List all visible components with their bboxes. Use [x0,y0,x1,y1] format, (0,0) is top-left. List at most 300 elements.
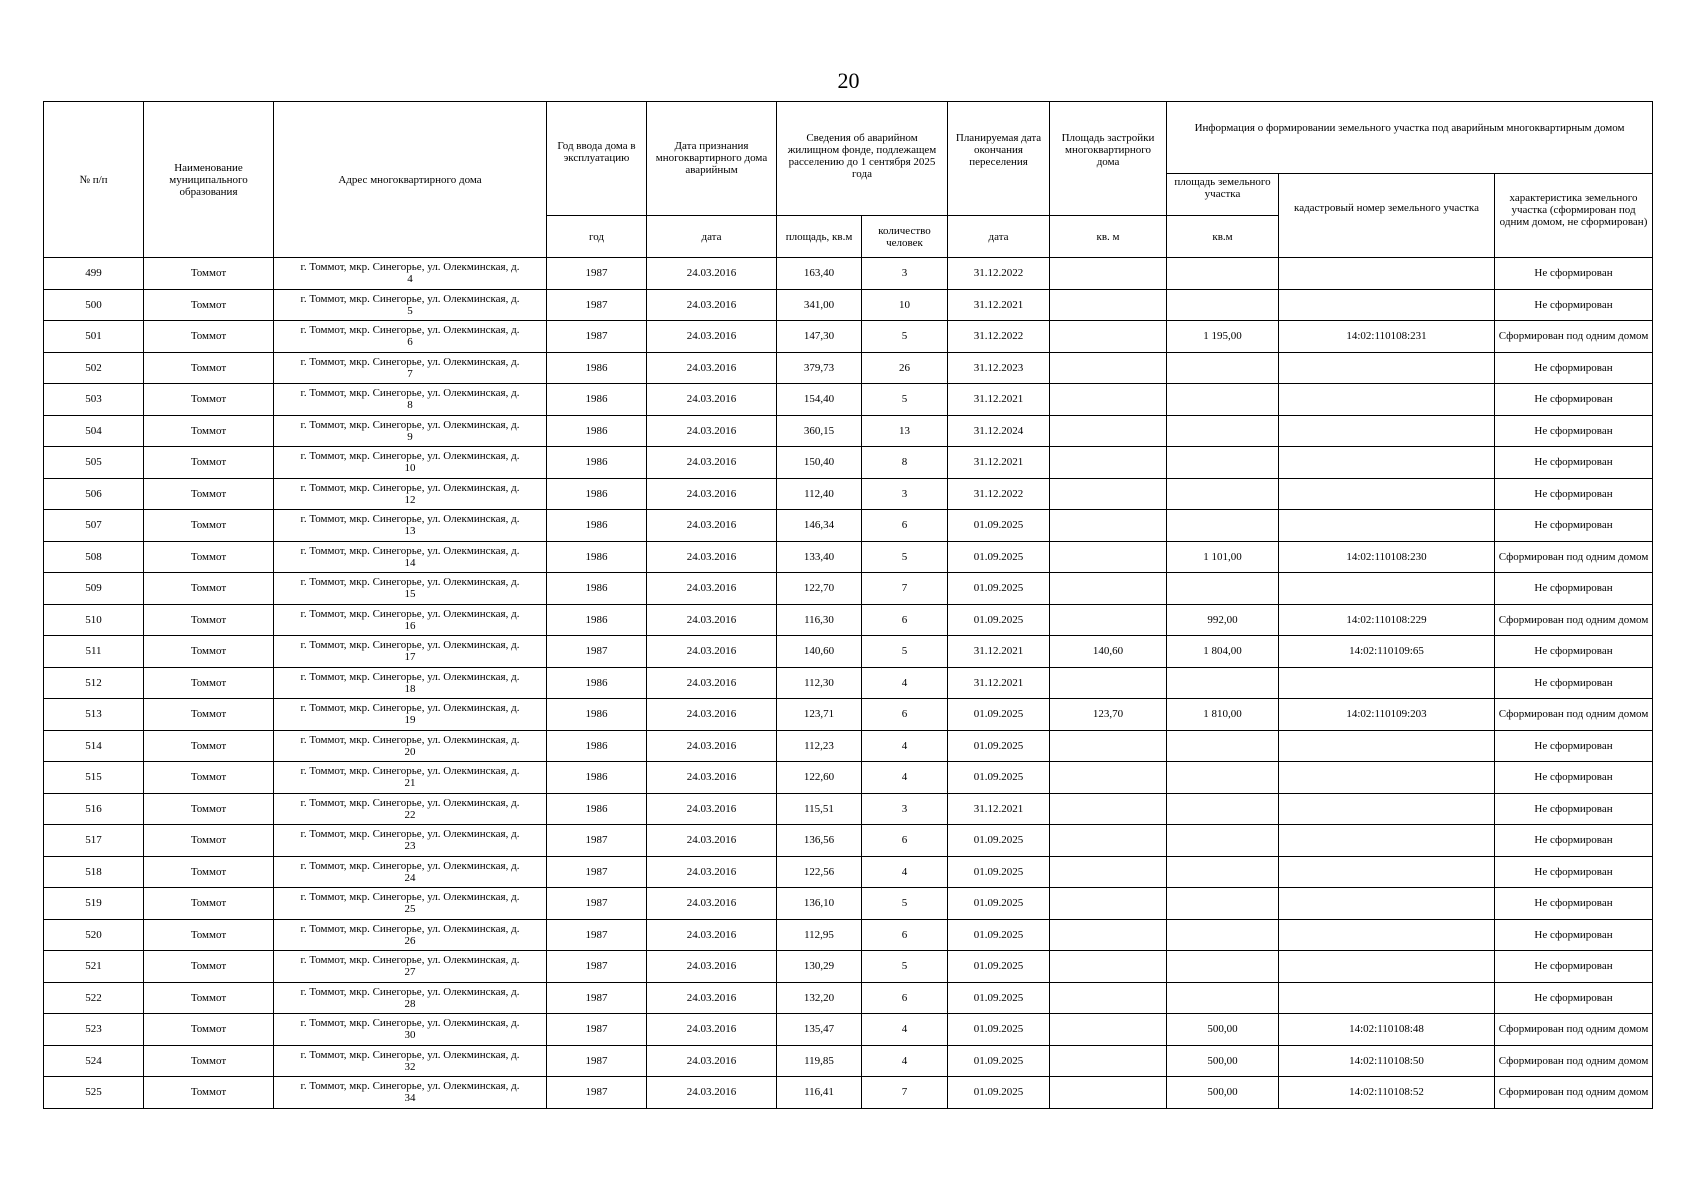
cell-address [274,1077,547,1109]
cell-planned-date: 01.09.2025 [948,919,1050,951]
house-number: 27 [404,966,416,979]
cell-address [274,510,547,542]
cell-address [274,384,547,416]
cell-year: 1987 [547,636,647,668]
table-row [44,321,1653,353]
cell-cadastral [1279,888,1495,920]
cell-year: 1986 [547,478,647,510]
cell-building-area [1050,604,1167,636]
header-land-char: характеристика земельного участка (сформирован под одним домом, не сформирован) [1495,174,1653,258]
cell-cadastral [1279,667,1495,699]
cell-cadastral: 14:02:110109:65 [1279,636,1495,668]
cell-year: 1986 [547,352,647,384]
cell-area: 379,73 [777,352,862,384]
cell-year: 1987 [547,982,647,1014]
cell-municipality: Томмот [144,541,274,573]
header-unit-date: дата [647,216,777,258]
cell-land-char: Не сформирован [1495,730,1653,762]
house-number: 20 [404,745,416,758]
cell-year: 1986 [547,667,647,699]
header-unit-area: площадь, кв.м [777,216,862,258]
cell-date: 24.03.2016 [647,384,777,416]
cell-year: 1986 [547,541,647,573]
table-row [44,258,1653,290]
cell-people: 10 [862,289,948,321]
address-line: г. Томмот, мкр. Синегорье, ул. Олекминская, д. [300,544,520,557]
cell-year: 1987 [547,321,647,353]
cell-cadastral [1279,856,1495,888]
cell-cadastral: 14:02:110108:48 [1279,1014,1495,1046]
cell-cadastral [1279,573,1495,605]
cell-municipality: Томмот [144,573,274,605]
cell-land-area [1167,730,1279,762]
cell-area: 360,15 [777,415,862,447]
table-row [44,982,1653,1014]
cell-land-char: Сформирован под одним домом [1495,699,1653,731]
cell-building-area [1050,1045,1167,1077]
cell-municipality: Томмот [144,793,274,825]
cell-area: 140,60 [777,636,862,668]
cell-land-char: Не сформирован [1495,258,1653,290]
house-number: 6 [407,336,413,349]
table-row [44,636,1653,668]
cell-municipality: Томмот [144,1014,274,1046]
cell-land-area: 1 195,00 [1167,321,1279,353]
cell-planned-date: 31.12.2021 [948,667,1050,699]
cell-num: 502 [44,352,144,384]
cell-year: 1987 [547,919,647,951]
cell-land-area [1167,573,1279,605]
cell-cadastral [1279,384,1495,416]
cell-people: 4 [862,667,948,699]
table-row [44,730,1653,762]
cell-area: 154,40 [777,384,862,416]
header-emergency-info: Сведения об аварийном жилищном фонде, подлежащем расселению до 1 сентября 2025 года [777,102,948,216]
cell-area: 341,00 [777,289,862,321]
cell-area: 119,85 [777,1045,862,1077]
cell-year: 1986 [547,573,647,605]
cell-land-area [1167,825,1279,857]
cell-planned-date: 01.09.2025 [948,510,1050,542]
address-line: г. Томмот, мкр. Синегорье, ул. Олекминская, д. [300,387,520,400]
table-row [44,352,1653,384]
cell-year: 1986 [547,762,647,794]
address-line: г. Томмот, мкр. Синегорье, ул. Олекминская, д. [300,450,520,463]
cell-year: 1986 [547,793,647,825]
cell-date: 24.03.2016 [647,352,777,384]
cell-address [274,604,547,636]
cell-num: 513 [44,699,144,731]
cell-land-area: 500,00 [1167,1077,1279,1109]
cell-municipality: Томмот [144,762,274,794]
table-row [44,1045,1653,1077]
cell-municipality: Томмот [144,667,274,699]
cell-land-area [1167,289,1279,321]
cell-area: 133,40 [777,541,862,573]
cell-building-area [1050,289,1167,321]
cell-planned-date: 01.09.2025 [948,1014,1050,1046]
cell-municipality: Томмот [144,478,274,510]
address-line: г. Томмот, мкр. Синегорье, ул. Олекминская, д. [300,670,520,683]
cell-planned-date: 31.12.2021 [948,289,1050,321]
cell-num: 509 [44,573,144,605]
table-row [44,919,1653,951]
table-row [44,510,1653,542]
cell-cadastral [1279,730,1495,762]
cell-building-area [1050,415,1167,447]
cell-building-area [1050,384,1167,416]
cell-land-char: Не сформирован [1495,856,1653,888]
cell-area: 147,30 [777,321,862,353]
cell-area: 150,40 [777,447,862,479]
cell-address [274,573,547,605]
cell-land-char: Сформирован под одним домом [1495,1014,1653,1046]
cell-date: 24.03.2016 [647,951,777,983]
house-number: 19 [404,714,416,727]
address-line: г. Томмот, мкр. Синегорье, ул. Олекминская, д. [300,954,520,967]
house-number: 34 [404,1092,416,1105]
cell-date: 24.03.2016 [647,636,777,668]
cell-people: 8 [862,447,948,479]
header-year: Год ввода дома в эксплуатацию [547,102,647,216]
table-row [44,793,1653,825]
cell-people: 4 [862,1014,948,1046]
cell-land-char: Не сформирован [1495,573,1653,605]
cell-address [274,888,547,920]
cell-land-area: 1 810,00 [1167,699,1279,731]
emergency-housing-table [43,101,1653,1109]
house-number: 24 [404,871,416,884]
cell-area: 122,60 [777,762,862,794]
house-number: 5 [407,304,413,317]
cell-people: 13 [862,415,948,447]
address-line: г. Томмот, мкр. Синегорье, ул. Олекминская, д. [300,639,520,652]
cell-area: 116,30 [777,604,862,636]
cell-building-area [1050,1077,1167,1109]
address-line: г. Томмот, мкр. Синегорье, ул. Олекминская, д. [300,261,520,274]
address-line: г. Томмот, мкр. Синегорье, ул. Олекминская, д. [300,481,520,494]
cell-address [274,1014,547,1046]
address-line: г. Томмот, мкр. Синегорье, ул. Олекминская, д. [300,922,520,935]
cell-planned-date: 01.09.2025 [948,951,1050,983]
cell-year: 1987 [547,856,647,888]
address-line: г. Томмот, мкр. Синегорье, ул. Олекминская, д. [300,796,520,809]
address-line: г. Томмот, мкр. Синегорье, ул. Олекминская, д. [300,891,520,904]
house-number: 16 [404,619,416,632]
cell-municipality: Томмот [144,982,274,1014]
cell-planned-date: 31.12.2021 [948,447,1050,479]
table-row [44,1014,1653,1046]
cell-land-area [1167,478,1279,510]
header-land-info: Информация о формировании земельного участка под аварийным многоквартирным домом [1167,102,1653,174]
cell-planned-date: 01.09.2025 [948,730,1050,762]
address-line: г. Томмот, мкр. Синегорье, ул. Олекминская, д. [300,324,520,337]
house-number: 25 [404,903,416,916]
cell-area: 163,40 [777,258,862,290]
cell-people: 6 [862,825,948,857]
cell-area: 122,56 [777,856,862,888]
address-line: г. Томмот, мкр. Синегорье, ул. Олекминская, д. [300,765,520,778]
cell-date: 24.03.2016 [647,510,777,542]
cell-num: 521 [44,951,144,983]
cell-area: 132,20 [777,982,862,1014]
cell-num: 510 [44,604,144,636]
header-unit-year: год [547,216,647,258]
cell-cadastral [1279,289,1495,321]
header-unit-date2: дата [948,216,1050,258]
table-row [44,447,1653,479]
cell-address [274,667,547,699]
house-number: 8 [407,399,413,412]
cell-address [274,478,547,510]
cell-land-area [1167,762,1279,794]
cell-planned-date: 01.09.2025 [948,982,1050,1014]
cell-land-char: Сформирован под одним домом [1495,604,1653,636]
cell-land-area [1167,415,1279,447]
cell-num: 508 [44,541,144,573]
cell-date: 24.03.2016 [647,415,777,447]
cell-num: 517 [44,825,144,857]
cell-num: 503 [44,384,144,416]
cell-building-area [1050,856,1167,888]
cell-cadastral [1279,258,1495,290]
house-number: 30 [404,1029,416,1042]
cell-area: 136,56 [777,825,862,857]
cell-planned-date: 01.09.2025 [948,856,1050,888]
cell-land-char: Не сформирован [1495,447,1653,479]
header-unit-people: количество человек [862,216,948,258]
cell-municipality: Томмот [144,856,274,888]
cell-year: 1986 [547,384,647,416]
cell-building-area [1050,762,1167,794]
cell-num: 501 [44,321,144,353]
cell-people: 4 [862,730,948,762]
cell-planned-date: 01.09.2025 [948,825,1050,857]
cell-building-area [1050,951,1167,983]
cell-num: 519 [44,888,144,920]
cell-cadastral: 14:02:110108:52 [1279,1077,1495,1109]
house-number: 9 [407,430,413,443]
table-row [44,762,1653,794]
address-line: г. Томмот, мкр. Синегорье, ул. Олекминская, д. [300,1017,520,1030]
cell-cadastral [1279,415,1495,447]
cell-planned-date: 31.12.2024 [948,415,1050,447]
cell-land-area [1167,667,1279,699]
cell-land-area [1167,447,1279,479]
cell-land-char: Не сформирован [1495,825,1653,857]
cell-cadastral [1279,352,1495,384]
header-address: Адрес многоквартирного дома [274,102,547,258]
address-line: г. Томмот, мкр. Синегорье, ул. Олекминская, д. [300,513,520,526]
cell-cadastral: 14:02:110108:231 [1279,321,1495,353]
cell-year: 1987 [547,1014,647,1046]
cell-address [274,730,547,762]
cell-land-area [1167,951,1279,983]
cell-year: 1986 [547,699,647,731]
cell-land-area: 1 101,00 [1167,541,1279,573]
cell-municipality: Томмот [144,321,274,353]
cell-planned-date: 31.12.2021 [948,793,1050,825]
cell-land-area [1167,510,1279,542]
table-row [44,667,1653,699]
cell-people: 3 [862,478,948,510]
cell-land-area [1167,384,1279,416]
table-row [44,604,1653,636]
cell-num: 504 [44,415,144,447]
cell-cadastral [1279,510,1495,542]
cell-planned-date: 01.09.2025 [948,604,1050,636]
cell-area: 122,70 [777,573,862,605]
address-line: г. Томмот, мкр. Синегорье, ул. Олекминская, д. [300,576,520,589]
cell-planned-date: 01.09.2025 [948,1045,1050,1077]
cell-land-area [1167,258,1279,290]
address-line: г. Томмот, мкр. Синегорье, ул. Олекминская, д. [300,1080,520,1093]
cell-address [274,415,547,447]
header-unit-sqm2: кв.м [1167,216,1279,258]
house-number: 10 [404,462,416,475]
house-number: 32 [404,1060,416,1073]
cell-land-char: Не сформирован [1495,888,1653,920]
table-row [44,951,1653,983]
cell-building-area [1050,573,1167,605]
header-num: № п/п [44,102,144,258]
cell-people: 4 [862,762,948,794]
house-number: 7 [407,367,413,380]
cell-num: 514 [44,730,144,762]
cell-date: 24.03.2016 [647,447,777,479]
cell-area: 115,51 [777,793,862,825]
cell-building-area [1050,919,1167,951]
table-row [44,856,1653,888]
cell-address [274,856,547,888]
cell-people: 6 [862,604,948,636]
cell-planned-date: 31.12.2023 [948,352,1050,384]
cell-date: 24.03.2016 [647,762,777,794]
cell-address [274,825,547,857]
cell-people: 5 [862,541,948,573]
cell-cadastral: 14:02:110109:203 [1279,699,1495,731]
cell-municipality: Томмот [144,352,274,384]
address-line: г. Томмот, мкр. Синегорье, ул. Олекминская, д. [300,828,520,841]
cell-building-area [1050,478,1167,510]
cell-address [274,982,547,1014]
cell-area: 136,10 [777,888,862,920]
cell-num: 511 [44,636,144,668]
cell-municipality: Томмот [144,258,274,290]
cell-address [274,1045,547,1077]
cell-land-area [1167,856,1279,888]
cell-building-area [1050,510,1167,542]
table-row [44,573,1653,605]
cell-area: 146,34 [777,510,862,542]
cell-land-area [1167,919,1279,951]
address-line: г. Томмот, мкр. Синегорье, ул. Олекминская, д. [300,859,520,872]
cell-municipality: Томмот [144,636,274,668]
table-row [44,699,1653,731]
cell-num: 512 [44,667,144,699]
cell-land-area: 500,00 [1167,1014,1279,1046]
cell-date: 24.03.2016 [647,856,777,888]
cell-cadastral: 14:02:110108:229 [1279,604,1495,636]
cell-num: 515 [44,762,144,794]
cell-cadastral [1279,919,1495,951]
cell-planned-date: 01.09.2025 [948,573,1050,605]
header-cadastral: кадастровый номер земельного участка [1279,174,1495,258]
house-number: 4 [407,273,413,286]
cell-area: 135,47 [777,1014,862,1046]
cell-address [274,919,547,951]
cell-cadastral [1279,478,1495,510]
cell-address [274,699,547,731]
cell-municipality: Томмот [144,604,274,636]
cell-date: 24.03.2016 [647,541,777,573]
cell-municipality: Томмот [144,447,274,479]
cell-num: 516 [44,793,144,825]
cell-municipality: Томмот [144,1077,274,1109]
cell-land-area [1167,888,1279,920]
cell-land-char: Не сформирован [1495,415,1653,447]
cell-address [274,541,547,573]
cell-land-area [1167,982,1279,1014]
cell-cadastral: 14:02:110108:230 [1279,541,1495,573]
cell-num: 524 [44,1045,144,1077]
cell-municipality: Томмот [144,289,274,321]
cell-planned-date: 01.09.2025 [948,541,1050,573]
address-line: г. Томмот, мкр. Синегорье, ул. Олекминская, д. [300,607,520,620]
cell-building-area [1050,825,1167,857]
cell-date: 24.03.2016 [647,919,777,951]
cell-area: 112,95 [777,919,862,951]
cell-cadastral [1279,447,1495,479]
table-row [44,888,1653,920]
cell-land-char: Не сформирован [1495,762,1653,794]
cell-area: 112,23 [777,730,862,762]
cell-num: 499 [44,258,144,290]
cell-planned-date: 31.12.2022 [948,258,1050,290]
house-number: 15 [404,588,416,601]
cell-num: 522 [44,982,144,1014]
page-number: 20 [837,68,860,93]
cell-cadastral [1279,825,1495,857]
header-municipality: Наименование муниципального образования [144,102,274,258]
cell-address [274,352,547,384]
cell-date: 24.03.2016 [647,730,777,762]
cell-date: 24.03.2016 [647,699,777,731]
header-building-area: Площадь застройки многоквартирного дома [1050,102,1167,216]
cell-num: 506 [44,478,144,510]
cell-planned-date: 01.09.2025 [948,699,1050,731]
cell-planned-date: 31.12.2022 [948,321,1050,353]
cell-address [274,951,547,983]
cell-date: 24.03.2016 [647,1014,777,1046]
cell-area: 123,71 [777,699,862,731]
cell-building-area [1050,888,1167,920]
cell-year: 1987 [547,258,647,290]
cell-year: 1986 [547,415,647,447]
house-number: 26 [404,934,416,947]
house-number: 22 [404,808,416,821]
cell-land-area [1167,352,1279,384]
cell-land-char: Сформирован под одним домом [1495,1077,1653,1109]
cell-planned-date: 31.12.2021 [948,384,1050,416]
house-number: 14 [404,556,416,569]
cell-building-area [1050,447,1167,479]
cell-address [274,258,547,290]
cell-date: 24.03.2016 [647,289,777,321]
cell-people: 3 [862,793,948,825]
cell-building-area [1050,667,1167,699]
cell-building-area: 140,60 [1050,636,1167,668]
